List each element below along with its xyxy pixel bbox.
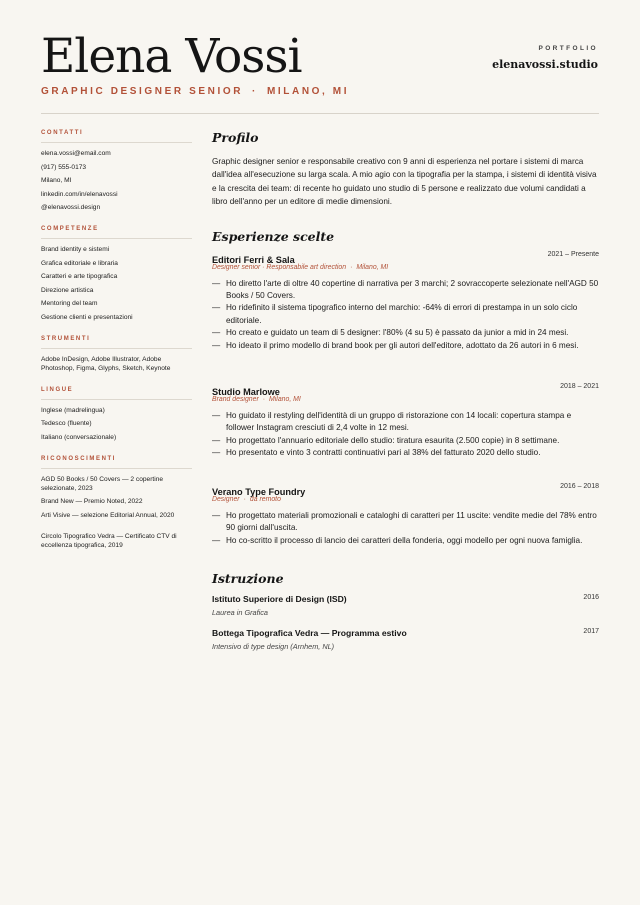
profile-text: Graphic designer senior e responsabile creativo con 9 anni di esperienza nel portare i sistemi di marca dall'idea all'esecuzione su larga scala. A mio agio con la tipografia per la stampa, i sistemi di identità visiva e la crescita dei team: di recente ho guidato uno studio di 5 persone e realizzato due volumi candidati a libro dell'anno per un editore di medie dimensioni. — [212, 157, 597, 207]
tools-list: Adobe InDesign, Adobe Illustrator, Adobe Photoshop, Figma, Glyphs, Sketch, Keynote — [41, 355, 171, 372]
skill-item: Grafica editoriale e libraria — [41, 259, 118, 267]
tools-section — [41, 336, 192, 373]
main-column — [212, 130, 599, 662]
education-entry — [212, 628, 599, 651]
education-year: 2016 — [583, 593, 599, 601]
job-company: Verano Type Foundry — [212, 486, 306, 497]
job-entry — [212, 382, 599, 460]
sidebar — [41, 130, 192, 564]
job-location: Milano, MI — [356, 263, 389, 271]
skills-heading: COMPETENZE — [41, 226, 192, 239]
job-bullet: — Ho ridefinito il sistema tipografico interno del marchio: -64% di errori di prestampa in un solo ciclo editoriale. — [212, 302, 599, 327]
language-item: Inglese (madrelingua) — [41, 406, 105, 414]
experience-heading: Esperienze scelte — [212, 228, 335, 244]
job-role — [212, 396, 599, 403]
tagline-separator: · — [252, 86, 258, 97]
profile-heading: Profilo — [212, 130, 259, 145]
skills-section — [41, 226, 192, 322]
job-dates: 2018 – 2021 — [560, 383, 599, 391]
job-bullet: — Ho creato e guidato un team di 5 designer: l'80% (4 su 5) è passato da junior a mid in 24 mesi. — [212, 327, 599, 339]
education-section — [212, 571, 599, 651]
job-role-separator: · — [243, 495, 246, 503]
tagline — [41, 86, 349, 97]
languages-section — [41, 387, 192, 442]
profile-section — [212, 130, 599, 209]
job-bullet: — Ho presentato e vinto 3 contratti continuativi pari al 38% del fatturato 2020 dello studio. — [212, 447, 599, 459]
job-role-separator: · — [350, 263, 353, 271]
contact-instagram[interactable]: @elenavossi.design — [41, 204, 101, 211]
education-school: Bottega Tipografica Vedra — Programma estivo — [212, 627, 407, 638]
award-item: Arti Visive — selezione Editorial Annual, 2020 — [41, 511, 175, 519]
education-degree: Laurea in Grafica — [212, 607, 268, 617]
contact-phone: (917) 555-0173 — [41, 163, 87, 171]
skill-item: Direzione artistica — [41, 286, 94, 294]
skill-item: Gestione clienti e presentazioni — [41, 313, 133, 321]
header-divider — [41, 113, 599, 114]
job-bullet: — Ho progettato materiali promozionali e cataloghi di caratteri per 11 uscite: vendite medie del 78% entro 90 giorni dall'uscita. — [212, 510, 599, 535]
education-degree: Intensivo di type design (Arnhem, NL) — [212, 641, 335, 651]
contacts-section — [41, 130, 192, 212]
portfolio-label: PORTFOLIO — [538, 45, 598, 52]
contact-linkedin[interactable]: linkedin.com/in/elenavossi — [41, 190, 118, 198]
skill-item: Mentoring del team — [41, 300, 98, 307]
job-bullet: — Ho progettato l'annuario editoriale dello studio: tiratura esaurita (2.500 copie) in 8 settimane. — [212, 435, 599, 447]
language-item: Tedesco (fluente) — [41, 420, 92, 427]
job-dates: 2016 – 2018 — [560, 482, 599, 490]
job-bullet: — Ho co-scritto il processo di lancio dei caratteri della fonderia, oggi modello per ogni nuova famiglia. — [212, 535, 599, 547]
awards-heading: RICONOSCIMENTI — [41, 456, 192, 469]
contacts-heading: CONTATTI — [41, 130, 192, 143]
experience-section — [212, 229, 599, 547]
job-bullet: — Ho ideato il primo modello di brand book per gli autori dell'editore, adottato da 26 autori in 6 mesi. — [212, 340, 599, 352]
award-item: AGD 50 Books / 50 Covers — 2 copertine selezionate, 2023 — [41, 475, 164, 492]
job-role-title: Designer — [212, 495, 240, 503]
awards-section — [41, 456, 192, 550]
award-item: Circolo Tipografico Vedra — Certificato CTV di eccellenza tipografica, 2019 — [41, 532, 177, 549]
skill-item: Caratteri e arte tipografica — [41, 273, 118, 280]
job-role-title: Designer senior · Responsabile art direction — [212, 263, 347, 271]
job-bullet: — Ho guidato il restyling dell'identità di un gruppo di ristorazione con 14 locali: copertura stampa e follower Instagram cresciuti di 2,4 volte in 12 mesi. — [212, 410, 599, 435]
job-dates: 2021 – Presente — [547, 250, 599, 258]
job-entry — [212, 250, 599, 352]
job-company: Studio Marlowe — [212, 387, 280, 398]
skill-item: Brand identity e sistemi — [41, 246, 110, 253]
education-year: 2017 — [583, 627, 599, 635]
portfolio-link[interactable]: elenavossi.studio — [492, 58, 598, 71]
job-entry — [212, 482, 599, 547]
job-title: GRAPHIC DESIGNER SENIOR — [41, 86, 244, 97]
education-school: Istituto Superiore di Design (ISD) — [212, 593, 347, 604]
location: MILANO, MI — [266, 86, 350, 97]
language-item: Italiano (conversazionale) — [41, 433, 117, 441]
languages-heading: LINGUE — [41, 387, 192, 400]
tools-heading: STRUMENTI — [41, 336, 192, 349]
candidate-name: Elena Vossi — [41, 29, 302, 84]
award-item: Brand New — Premio Noted, 2022 — [41, 498, 143, 505]
job-location: Milano, MI — [269, 396, 301, 404]
job-bullet: — Ho diretto l'arte di oltre 40 copertine di narrativa per 3 marchi; 2 sovraccoperte selezionate nell'AGD 50 Books / 50 Covers. — [212, 278, 599, 303]
contact-city: Milano, MI — [41, 177, 72, 184]
job-location: da remoto — [249, 495, 281, 503]
job-role-title: Brand designer — [212, 396, 259, 404]
education-entry — [212, 594, 599, 617]
job-company: Editori Ferri & Sala — [212, 254, 295, 265]
job-role-separator: · — [262, 396, 266, 404]
education-heading: Istruzione — [212, 570, 284, 586]
contact-email[interactable]: elena.vossi@email.com — [41, 150, 111, 157]
